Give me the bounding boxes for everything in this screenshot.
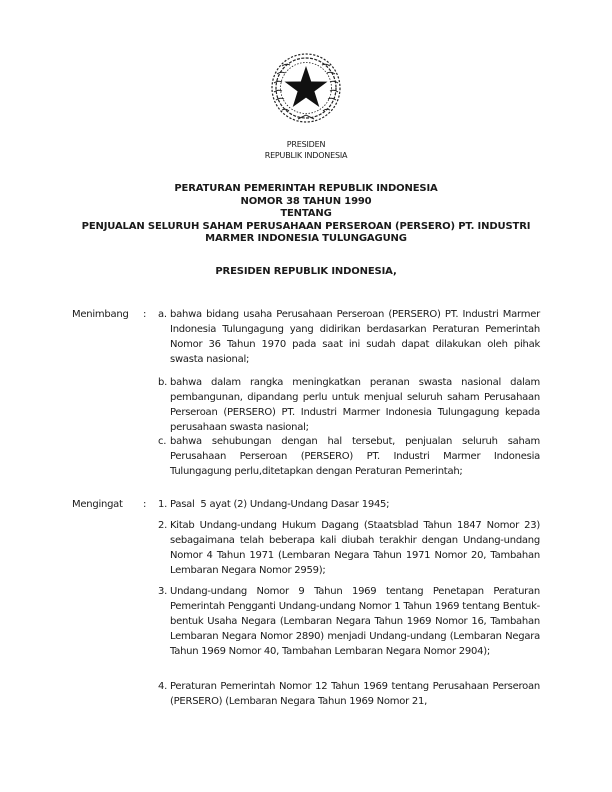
item-text: Peraturan Pemerintah Nomor 12 Tahun 1969 tentang Perusahaan Perseroan (PERSERO) (Lembaran Negara Tahun 1969 Nomor 21, [170, 681, 540, 707]
title-line3: TENTANG [280, 208, 332, 220]
item-text: Undang-undang Nomor 9 Tahun 1969 tentang Penetapan Peraturan Pemerintah Pengganti Undang-undang Nomor 1 Tahun 1969 tentang Bentuk-bentuk Usaha Negara (Lembaran Negara Tahun 1969 Nomor 16, Tambahan Lembaran Negara Nomor 2890) menjadi Undang-undang (Lembaran Negara Tahun 1969 Nomor 40, Tambahan Lembaran Negara Nomor 2904); [170, 586, 540, 657]
section-label: Menimbang [72, 309, 129, 320]
preamble: PRESIDEN REPUBLIK INDONESIA, [215, 266, 397, 277]
title-line4: PENJUALAN SELURUH SAHAM PERUSAHAAN PERSEROAN (PERSERO) PT. INDUSTRI [81, 220, 531, 232]
section-colon: : [143, 499, 147, 510]
emblem-caption-line2: REPUBLIK INDONESIA [264, 151, 348, 160]
document-title [40, 183, 572, 246]
item-marker: 1. [158, 499, 168, 510]
item-marker: 2. [158, 520, 168, 531]
title-line5: MARMER INDONESIA TULUNGAGUNG [205, 233, 407, 245]
item-text: bahwa dalam rangka meningkatkan peranan swasta nasional dalam pembangunan, dipandang perlu untuk menjual seluruh saham Perusahaan Perseroan (PERSERO) PT. Industri Marmer Indonesia Tulungagung kepada perusahaan swasta nasional; [170, 377, 540, 433]
item-marker: c. [158, 436, 167, 447]
item-marker: 3. [158, 586, 168, 597]
item-text: bahwa bidang usaha Perusahaan Perseroan (PERSERO) PT. Industri Marmer Indonesia Tulungagung yang didirikan berdasarkan Peraturan Pemerintah Nomor 36 Tahun 1970 pada saat ini sudah dapat dilakukan oleh pihak swasta nasional; [170, 309, 540, 365]
section-menimbang [72, 307, 542, 487]
section-colon: : [143, 309, 147, 320]
title-line2: NOMOR 38 TAHUN 1990 [240, 195, 372, 207]
emblem-caption [206, 139, 406, 161]
garuda-star-emblem-icon [268, 50, 344, 126]
item-text: Pasal 5 ayat (2) Undang-Undang Dasar 1945; [170, 499, 390, 510]
emblem-caption-line1: PRESIDEN [286, 140, 326, 149]
item-marker: b. [158, 377, 168, 388]
item-text: bahwa sehubungan dengan hal tersebut, penjualan seluruh saham Perusahaan Perseroan (PERSERO) PT. Industri Marmer Indonesia Tulungagung perlu,ditetapkan dengan Peraturan Pemerintah; [170, 436, 540, 477]
section-mengingat [72, 497, 542, 757]
item-marker: a. [158, 309, 167, 320]
item-marker: 4. [158, 681, 168, 692]
title-line1: PERATURAN PEMERINTAH REPUBLIK INDONESIA [174, 183, 438, 194]
section-label: Mengingat [72, 499, 123, 510]
item-text: Kitab Undang-undang Hukum Dagang (Staatsblad Tahun 1847 Nomor 23) sebagaimana telah beberapa kali diubah terakhir dengan Undang-undang Nomor 4 Tahun 1971 (Lembaran Negara Tahun 1971 Nomor 20, Tambahan Lembaran Negara Nomor 2959); [170, 520, 540, 576]
